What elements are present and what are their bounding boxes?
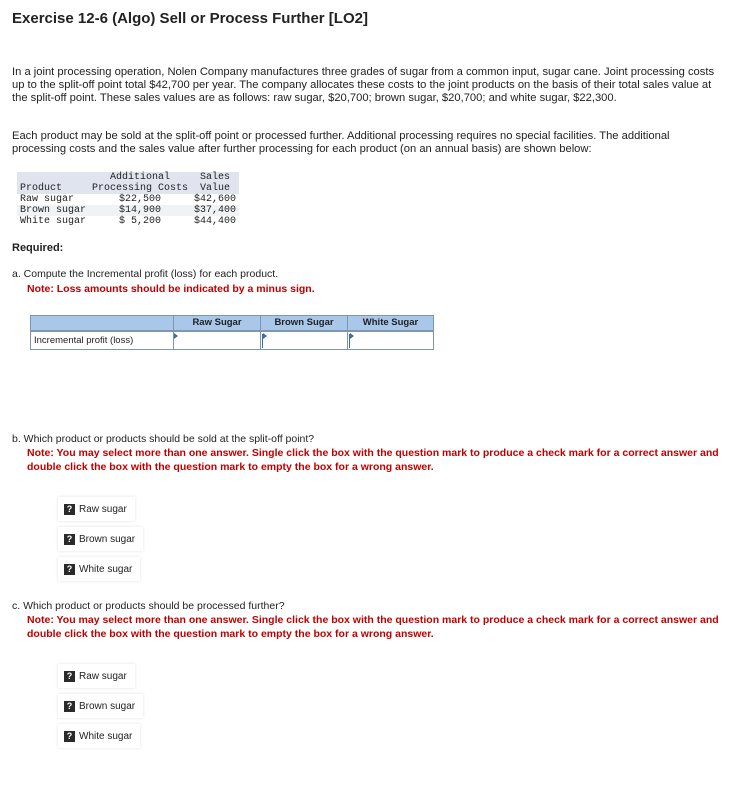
part-c-note: Note: You may select more than one answer. Single click the box with the question mark to produce a check mark for a correct answer and double click the box with the question mark to empty the box for a wrong answer.	[27, 614, 719, 640]
part-a-note: Note: Loss amounts should be indicated by a minus sign.	[27, 283, 315, 295]
table-row-cost: $22,500	[119, 194, 162, 205]
product-data-table	[17, 172, 239, 227]
option-label: Raw sugar	[79, 670, 127, 682]
incremental-profit-table	[30, 315, 434, 350]
part-c-question: c. Which product or products should be processed further?	[12, 600, 285, 612]
option-label: White sugar	[79, 730, 133, 742]
question-mark-checkbox-icon[interactable]: ?	[64, 564, 75, 575]
part-b-question: b. Which product or products should be sold at the split-off point?	[12, 433, 315, 445]
part-b-option-raw-sugar[interactable]	[58, 497, 135, 521]
table-row-cost: $14,900	[119, 205, 162, 216]
table-row-product: Brown sugar	[20, 205, 87, 216]
part-a-question: a. Compute the Incremental profit (loss) for each product.	[12, 268, 279, 280]
header-product-top	[17, 172, 89, 183]
required-label: Required:	[12, 242, 64, 254]
row-label-incremental: Incremental profit (loss)	[30, 331, 174, 350]
question-mark-checkbox-icon[interactable]: ?	[64, 731, 75, 742]
header-product: Product	[20, 183, 63, 194]
option-label: Raw sugar	[79, 503, 127, 515]
table-row-product: White sugar	[20, 216, 87, 227]
header-value: Value	[200, 183, 231, 194]
question-mark-checkbox-icon[interactable]: ?	[64, 534, 75, 545]
table-row-value: $42,600	[194, 194, 237, 205]
part-b-option-brown-sugar[interactable]	[58, 527, 143, 551]
col-header-raw-sugar: Raw Sugar	[173, 315, 261, 331]
header-cost-top: Additional	[110, 172, 171, 183]
corner-header	[30, 315, 174, 331]
question-mark-checkbox-icon[interactable]: ?	[64, 671, 75, 682]
col-header-brown-sugar: Brown Sugar	[260, 315, 348, 331]
option-label: Brown sugar	[79, 700, 136, 712]
part-b-note: Note: You may select more than one answer. Single click the box with the question mark to produce a check mark for a correct answer and double click the box with the question mark to empty the box for a wrong answer.	[27, 447, 719, 473]
table-row-cost: $ 5,200	[119, 216, 162, 227]
table-row-value: $44,400	[194, 216, 237, 227]
input-marker-icon	[263, 333, 267, 339]
question-mark-checkbox-icon[interactable]: ?	[64, 504, 75, 515]
col-header-white-sugar: White Sugar	[347, 315, 434, 331]
header-value-top: Sales	[200, 172, 231, 183]
question-mark-checkbox-icon[interactable]: ?	[64, 701, 75, 712]
part-c-option-white-sugar[interactable]	[58, 724, 140, 748]
option-label: White sugar	[79, 563, 133, 575]
table-row-value: $37,400	[194, 205, 237, 216]
part-c-option-brown-sugar[interactable]	[58, 694, 143, 718]
white-sugar-input[interactable]	[347, 331, 434, 350]
option-label: Brown sugar	[79, 533, 136, 545]
page-title: Exercise 12-6 (Algo) Sell or Process Further [LO2]	[12, 10, 368, 27]
header-cost: Processing Costs	[92, 183, 189, 194]
intro-paragraph: In a joint processing operation, Nolen Company manufactures three grades of sugar from a common input, sugar cane. Joint processing costs up to the split-off point total $42,700 per year. The company allocates these costs to the joint products on the basis of their total sales value at the split-off point. These sales values are as follows: raw sugar, $20,700; brown sugar, $20,700; and white sugar, $22,300.	[12, 66, 715, 104]
part-c-option-raw-sugar[interactable]	[58, 664, 135, 688]
raw-sugar-input[interactable]	[173, 331, 261, 350]
input-marker-icon	[174, 333, 178, 339]
table-row-product: Raw sugar	[20, 194, 75, 205]
instructions-paragraph: Each product may be sold at the split-off point or processed further. Additional processing requires no special facilities. The additional processing costs and the sales value after further processing for each product (on an annual basis) are shown below:	[12, 130, 670, 155]
part-b-option-white-sugar[interactable]	[58, 557, 140, 581]
brown-sugar-input[interactable]	[260, 331, 348, 350]
input-marker-icon	[350, 333, 354, 339]
